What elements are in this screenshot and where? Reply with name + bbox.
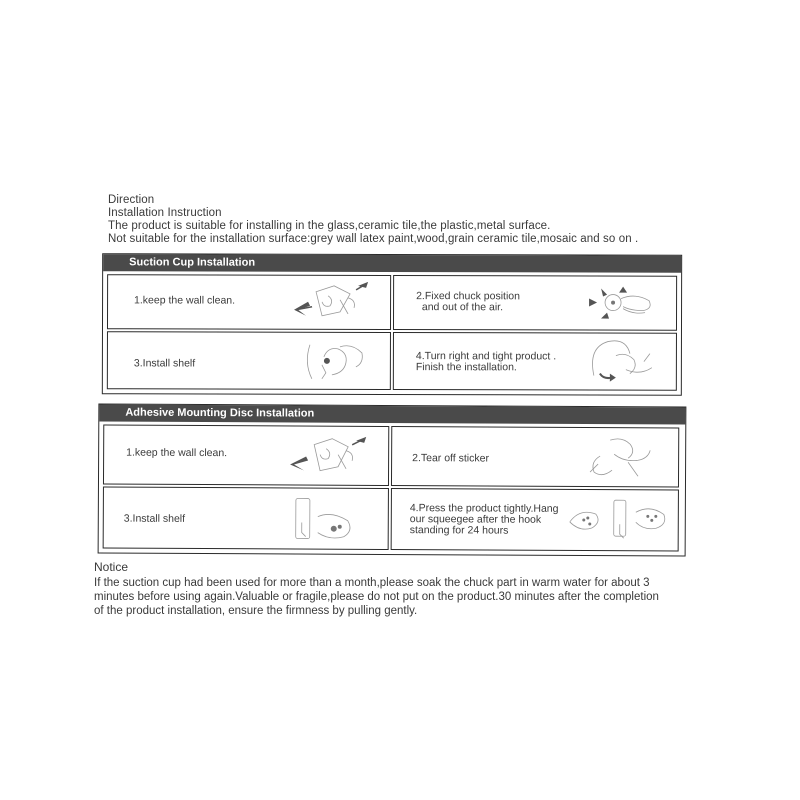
notice-block [94,560,714,618]
not-suitable-text: Not suitable for the installation surface:grey wall latex paint,wood,grain ceramic tile,mosaic and so on . [108,233,639,245]
intro-block [108,194,748,246]
notice-line-3: of the product installation, ensure the firmness by pulling gently. [94,605,418,617]
step-text: 4.Turn right and tight product . Finish the installation. [415,350,557,374]
disc-hand-icon [288,492,368,546]
suction-step-1 [107,274,391,330]
step-text: 1.keep the wall clean. [126,446,228,460]
turn-knob-icon [586,336,666,388]
step-text: 3.Install shelf [133,357,196,370]
adhesive-step-2 [391,426,679,488]
step-text: 2.Fixed chuck position and out of the air. [416,290,520,314]
suction-cup-header [103,254,681,273]
adhesive-disc-section [98,403,687,556]
adhesive-step-3 [103,486,389,549]
wall-wipe-icon [288,280,378,326]
suction-cup-title: Suction Cup Installation [129,256,256,269]
suction-step-2 [393,275,677,331]
step-text: 2.Tear off sticker [412,452,489,465]
suction-step-3 [107,331,391,390]
suction-step-4 [393,332,677,391]
suction-cup-section [102,253,682,396]
adhesive-step-4 [391,488,679,552]
chuck-press-icon [579,278,669,328]
notice-line-1: If the suction cup had been used for more than a month,please soak the chuck part in warm water for about 3 [94,577,650,589]
hook-hand-icon [300,337,370,387]
notice-title: Notice [94,560,129,574]
press-hook-icon [564,496,674,547]
adhesive-disc-title: Adhesive Mounting Disc Installation [125,406,315,420]
adhesive-step-1 [103,424,389,485]
direction-heading: Direction [108,194,155,206]
notice-line-2: minutes before using again.Valuable or fragile,please do not put on the product.30 minutes after the completion [94,591,659,603]
wall-wipe-icon [286,432,376,480]
adhesive-disc-header [99,404,685,424]
step-text: 1.keep the wall clean. [134,294,236,307]
peel-sticker-icon [580,432,660,484]
installation-subheading: Installation Instruction [108,207,222,219]
step-text: 3.Install shelf [123,512,186,525]
step-text: 4.Press the product tightly.Hang our squeegee after the hook standing for 24 hours [409,502,559,537]
suitable-text: The product is suitable for installing in the glass,ceramic tile,the plastic,metal surface. [108,220,551,232]
